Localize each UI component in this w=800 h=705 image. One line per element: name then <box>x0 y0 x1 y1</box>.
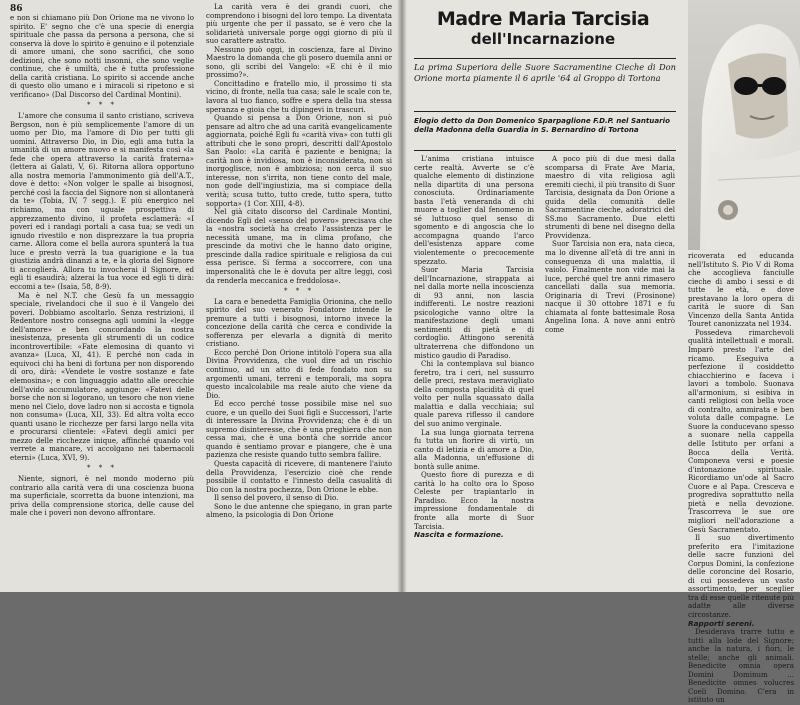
right-column-2 <box>545 155 675 585</box>
right-column-1 <box>414 155 534 585</box>
right-column-3 <box>688 251 794 705</box>
paragraph: Desiderava trarre tutto e tutti alla lode del Signore; anche la natura, i fiori, le stelle; anche gli animali. Benedicite omnia opera Domini Dominum ... Benedicite omnes volucres Coeli Domino. C'era in istituto un <box>688 627 794 705</box>
paragraph: Quando si pensa a Don Orione, non si può pensare ad altro che ad una carità evangelicamente aggiornata, poiché Egli fu «carità viva» con tutti gli attributi che le sono propri, descritti dall'Apostolo San Paolo: «La carità è paziente e benigna; la carità non è invidiosa, non è inconsiderata, non si inorgoglisce, non è ambiziosa; non cerca il suo interesse, non s'irrita, non tiene conto del male, non gode dell'ingiustizia, ma si compiace della verità; scusa tutto, tutto crede, tutto spera, tutto sopporta» (1 Cor. XIII, 4-8). <box>206 113 392 208</box>
paragraph: Concittadino e fratello mio, il prossimo ti sta vicino, di fronte, nella tua casa; sale le scale con te, lavora al tuo fianco, soffre e spera della tua stessa speranza e gioia che tu dipingevi in trascuri. <box>206 78 392 114</box>
divider <box>414 111 676 112</box>
paragraph: ricoverata ed educanda nell'Istituto S. Pio V di Roma che accoglieva fanciulle cieche di ambo i sessi e di tutte le età, e dove prestavano la loro opera di carità le suore di San Vincenzo della Santa Antida Touret canonizzata nel 1934. <box>688 251 794 329</box>
paragraph: Ecco perché Don Orione intitolò l'opera sua alla Divina Provvidenza, che vuol dire ad un rischio continuo, ad un atto di fede fondato non su argomenti umani, terreni e temporali, ma sopra questo incalcolabile ma reale aiuto che viene da Dio. <box>206 347 392 400</box>
paragraph: Questa capacità di ricevere, di mantenere l'aiuto della Provvidenza, l'esercizio cioè che rende possibile il contatto e l'innesto della casualità di Dio con la nostra pochezza, Don Orione le ebbe. <box>206 458 392 494</box>
paragraph: L'anima cristiana intuisce certe realtà. Avverte se c'è qualche elemento di distinzione nella dipartita di una persona conosciuta. Ordinariamente basta l'età veneranda di chi muore a toglier dal fenomeno in sé luttuoso quel senso di sgomento e di angoscia che lo accompagna quando l'arco dell'esistenza appare come violentemente o precocemente spezzato. <box>414 154 534 266</box>
article-title <box>412 8 674 49</box>
paragraph: Questo fiore di purezza e di carità lo ha colto ora lo Sposo Celeste per trapiantarlo in Paradiso. Ecco la nostra impressione fondamentale di fronte alla morte di Suor Tarcisia. <box>414 470 534 531</box>
paragraph: Possedeva rimarchevoli qualità intellettuali e morali. Imparò presto l'arte del ricamo. Eseguiva a perfezione il cosiddetto chiacchierino e faceva i lavori a tombolo. Suonava all'armonium, si esibiva in canti religiosi con bella voce di contralto, ammirata e ben voluta dalle compagne. Le Suore la conducevano spesso a suonare nella cappella delle Istituto per orfani a Bocca della Verità. Componeva versi e poesie d'intonazione spirituale. Ricordiamo un'ode al Sacro Cuore e al Papa. Cresceva e progrediva soprattutto nella pietà e nella devozione. Trascorreva le sue ore migliori nell'adorazione a Gesù Sacramentato. <box>688 327 794 534</box>
divider <box>414 58 676 59</box>
portrait-photo <box>688 0 800 250</box>
paragraph: La cara e benedetta Famiglia Orionina, che nello spirito del suo venerato Fondatore intende le premure a tutti i bisognosi, intorno invece la concezione della carità che cerca e condivide la sofferenza per elevarla a dignità di merito cristiano. <box>206 296 392 349</box>
paragraph: Ma è nel N.T. che Gesù fa un messaggio speciale, rivelandoci che il suo è il Vangelo dei poveri. Dobbiamo ascoltarlo. Senza restrizioni, il Redentore nostro consegna agli uomini la «legge dell'amore» e ben concordando la nostra inesistenza, presenta gli strumenti di un codice incontrovertibile: «Fate elemosina di quanto vi avanza» (Luca, XI, 41). E perché non cada in equivoci chi ha beni di fortuna per non disporendo di oro, dirà: «Vendete le vostre sostanze e fate elemosina»; e con linguaggio adatto alle orecchie dell'avido accumulatore, aggiunge: «Fatevi delle borse che non si logorano, un tesoro che non viene meno nel Cielo, dove ladro non si accosta e tignola non consuma» (Luca, XII, 33). Ed altra volta ecco quanti usano le ricchezze per farsi largo nella vita e procurarsi clientele: «Fatevi degli amici per mezzo delle ricchezze inique, affinché quando voi verrete a mancare, vi accolgano nei tabernacoli eterni» (Luca, XVI, 9). <box>10 290 194 462</box>
section-heading: Rapporti sereni. <box>688 618 755 628</box>
section-separator: * * * <box>284 287 314 296</box>
paragraph: La sua lunga giornata terrena fu tutta un fiorire di virtù, un canto di letizia e di amore a Dio, alla Madonna, un'effusione di bontà sulle anime. <box>414 427 534 471</box>
article-subtitle: La prima Superiora delle Suore Sacramentine Cieche di Don Orione morta piamente il 6 aprile '64 al Groppo di Tortona <box>414 62 676 83</box>
paragraph: Nessuno può oggi, in coscienza, fare al Divino Maestro la domanda che gli posero duemila anni or sono, gli scribi del Vangelo: «E chi è il mio prossimo?». <box>206 44 392 80</box>
right-page <box>402 0 800 705</box>
paragraph: L'amore che consuma il santo cristiano, scriveva Bergson, non è più semplicemente l'amore di un uomo per Dio, ma l'amore di Dio per tutti gli uomini. Attraverso Dio, in Dio, egli ama tutta la umanità di un amore nuovo e si manifesta così «la fede che opera attraverso la carità fraterna» (lettera ai Galati, V, 6). Ritorna allora opportuno alla nostra memoria l'ammonimento già dell'A.T., dove è detto: «Non volger le spalle ai bisognosi, perché così la faccia del Signore non si allontanerà da te» (Tobia, IV, 7 segg.). E più energico nel richiamo, ma con uguale prospettiva di apprezzamento divino, il profeta esclamerà: «I poveri ed i randagi portali a casa tua; se vedi un ignudo rivestilo e non disprezzare la tua propria carne. Allora come el bella aurora spunterà la tua luce e presto verrà la tua guarigione e la tua giustizia andrà dinanzi a te, e la gloria del Signore ti accoglierà. Allora tu invocherai il Signore, ed egli ti esaudirà; alzerai la tua voce ed egli ti dirà: eccomi a te» (Isaia, 58, 8-9). <box>10 111 194 291</box>
title-line-2: dell'Incarnazione <box>470 30 616 48</box>
paragraph: Ed ecco perché tosse possibile mise nel suo cuore, e un quello dei Suoi figli e Successori, l'arte di interessare la Divina Provvidenza; che è di un supremo disinteresse, che è una preghiera che non cessa mai, che è una bontà che sorride ancor quando è sentiamo provar e piangere, che è una pazienza che resiste quando tutto sembra fallire. <box>206 399 392 460</box>
eulogy-heading: Elogio detto da Don Domenico Sparpaglione F.D.P. nel Santuario della Madonna della Guardia in S. Bernardino di Tortona <box>414 116 670 134</box>
nun-portrait-image <box>688 0 800 250</box>
paragraph: e non si chiamano più Don Orione ma ne vivono lo spirito. E' segno che c'è una specie di energia spirituale che passa da persona a persona, che si conserva là dove lo spirito è genuino e il potenziale di amore umani, che sono sacrifici, che sono dedizioni, che sono notti insonni, che sono veglie continue, che è umiltà, che è tutta professione della carità cristiana. Lo spirito si accende anche di questo olio umano e i miracoli si ripetono e si verificano» (Dal Discorso del Cardinal Montini). <box>10 13 194 99</box>
paragraph: Il senso del povero, il senso di Dio. <box>214 493 339 503</box>
section-heading: Nascita e formazione. <box>414 530 504 540</box>
paragraph: Nel già citato discorso del Cardinale Montini, dicendo Egli del «senso del povero» precisava che la «nostra società ha creato l'assistenza per le necessità umane, ma in clima profano, che prescinde da motivi che le hanno dato origine, prescinde dalla radice spirituale e religiosa da cui essa perisce. Si ferma a soccorrere, con una impersonalità che le è dovuta per altre leggi, così da renderla meccanica e freddolosa». <box>206 207 392 285</box>
paragraph: Suor Maria Tarcisia dell'Incarnazione, strappata ai nel dalla morte nella incoscienza di 93 anni, non lascia indifferenti. Le nostre reazioni psicologiche vanno oltre la manifestazione degli umani sentimenti di pietà e di cordoglio. Attingono serenità ultraterrena che diffondono un mistico gaudio di Paradiso. <box>414 265 534 360</box>
paragraph: Il suo divertimento preferito era l'imitazione delle sacre funzioni del Corpus Domini, la confezione delle coroncine del Rosario, di cui possedeva un vasto assortimento, per sceglier tra di esse quelle ritenute più adatte alle diverse circostanze. <box>688 533 794 619</box>
paragraph: A poco più di due mesi dalla scomparsa di Frate Ave Maria, maestro di vita religiosa agli eremiti ciechi, il più transito di Suor Tarcisia, designata da Don Orione a guida della comunità delle Sacramentine cieche, adoratrici del SS.mo Sacramento. Due eletti strumenti di bene nel disegno della Provvidenza. <box>545 154 675 240</box>
divider <box>414 150 676 151</box>
paragraph: Sono le due antenne che spiegano, in gran parte almeno, la psicologia di Don Orione <box>206 501 392 520</box>
left-page <box>0 0 402 592</box>
left-column-2 <box>206 3 392 588</box>
left-column-1 <box>10 14 194 588</box>
book-gutter <box>397 0 407 592</box>
section-separator: * * * <box>87 101 117 110</box>
page-number: 86 <box>10 4 23 14</box>
paragraph: Chi la contemplava sul bianco feretro, tra i ceri, nel sussurro delle preci, restava meravigliato della composta placidità di quel volto per nulla squassato dalla malattia e dalla vecchiaia; sul quale pareva riflesso il candore del suo animo verginale. <box>414 359 534 428</box>
paragraph: Suor Tarcisia non era, nata cieca, ma lo divenne all'età di tre anni in conseguenza di una malattia, il vaiolo. Finalmente non vide mai la luce, perché quel tre anni rimasero cancellati dalla sua memoria. Originaria di Trevi (Frosinone) nacque il 30 ottobre 1871 e fu chiamata al fonte battesimale Rosa Angelina Iona. A nove anni entrò come <box>545 239 675 334</box>
paragraph: Niente, signori, è nel mondo moderno più contrario alla carità vera di una coscienza buona ma superficiale, scorretta da buone intenzioni, ma priva della comprensione storica, delle cause del male che i poveri non devono affrontare. <box>10 473 194 518</box>
paragraph: La carità vera è dei grandi cuori, che comprendono i bisogni del loro tempo. La diventata più urgente che per il passato, se è vero che la solidarietà universale porge oggi giorno di più il suo carattere astratto. <box>206 2 392 46</box>
section-separator: * * * <box>87 464 117 473</box>
title-line-1: Madre Maria Tarcisia <box>436 8 650 30</box>
